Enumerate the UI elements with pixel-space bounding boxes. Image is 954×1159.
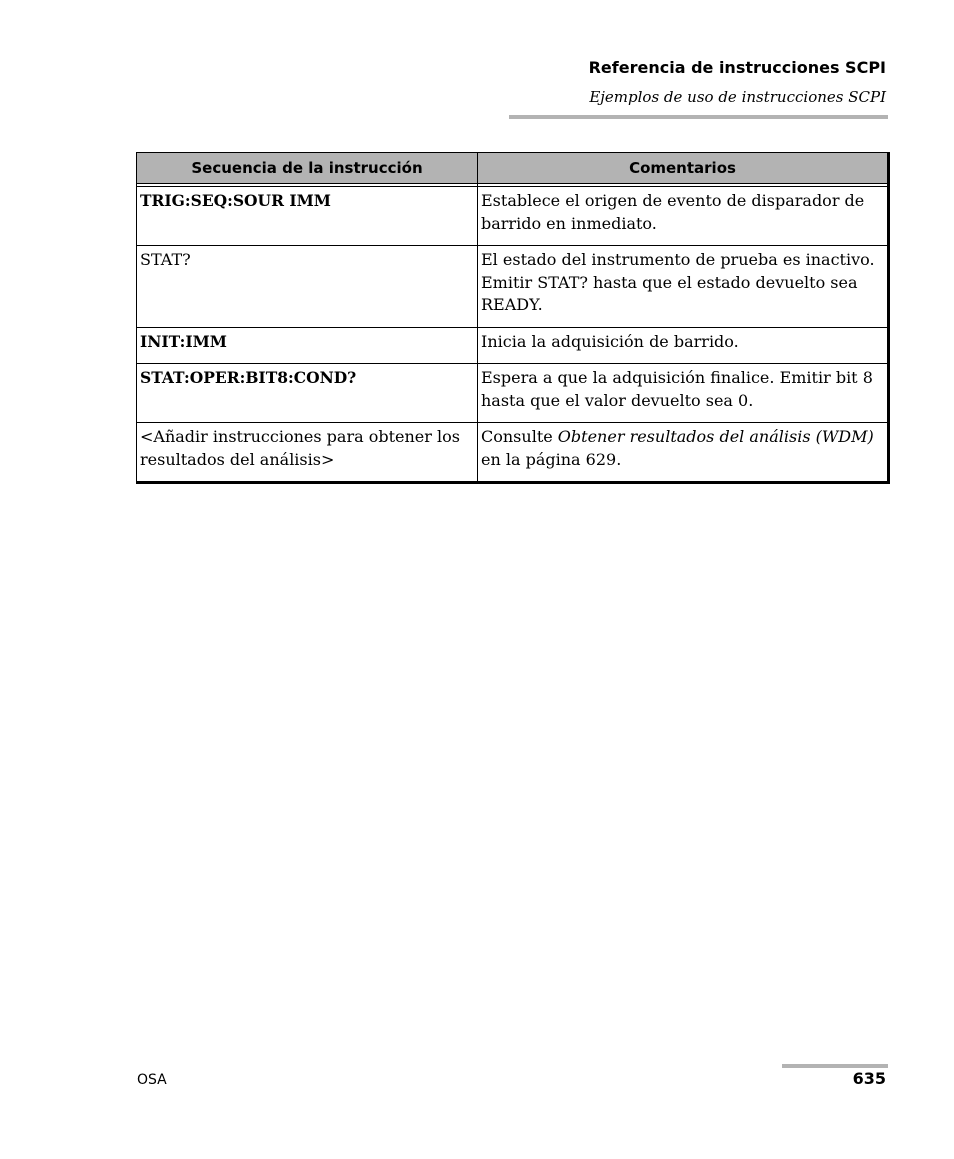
comment-cell: Establece el origen de evento de disparador de barrido en inmediato.	[478, 187, 889, 246]
footer-product-name: OSA	[137, 1072, 167, 1088]
page-number: 635	[852, 1069, 886, 1088]
instruction-table	[136, 152, 890, 484]
running-header-title: Referencia de instrucciones SCPI	[588, 58, 886, 77]
table-row	[137, 246, 889, 328]
header-rule	[509, 115, 888, 119]
command-cell: STAT?	[137, 246, 478, 328]
column-header-comments: Comentarios	[478, 153, 889, 184]
table-row	[137, 187, 889, 246]
cross-reference-link[interactable]: Obtener resultados del análisis (WDM)	[557, 427, 874, 446]
running-header-subtitle: Ejemplos de uso de instrucciones SCPI	[589, 88, 886, 106]
table-row	[137, 364, 889, 423]
comment-suffix: en la página 629.	[481, 449, 622, 469]
comment-cell: Inicia la adquisición de barrido.	[478, 327, 889, 364]
comment-prefix: Consulte	[481, 427, 558, 446]
command-cell: STAT:OPER:BIT8:COND?	[137, 364, 478, 423]
command-cell: INIT:IMM	[137, 327, 478, 364]
command-cell: TRIG:SEQ:SOUR IMM	[137, 187, 478, 246]
comment-cell: El estado del instrumento de prueba es inactivo. Emitir STAT? hasta que el estado devuelto sea READY.	[478, 246, 889, 328]
footer-rule	[782, 1064, 888, 1068]
comment-cell: Espera a que la adquisición finalice. Emitir bit 8 hasta que el valor devuelto sea 0.	[478, 364, 889, 423]
column-header-sequence: Secuencia de la instrucción	[137, 153, 478, 184]
command-cell: <Añadir instrucciones para obtener los resultados del análisis>	[137, 423, 478, 483]
table-row	[137, 423, 889, 483]
table-row	[137, 327, 889, 364]
comment-cell	[478, 423, 889, 483]
table-header-row	[137, 153, 889, 184]
